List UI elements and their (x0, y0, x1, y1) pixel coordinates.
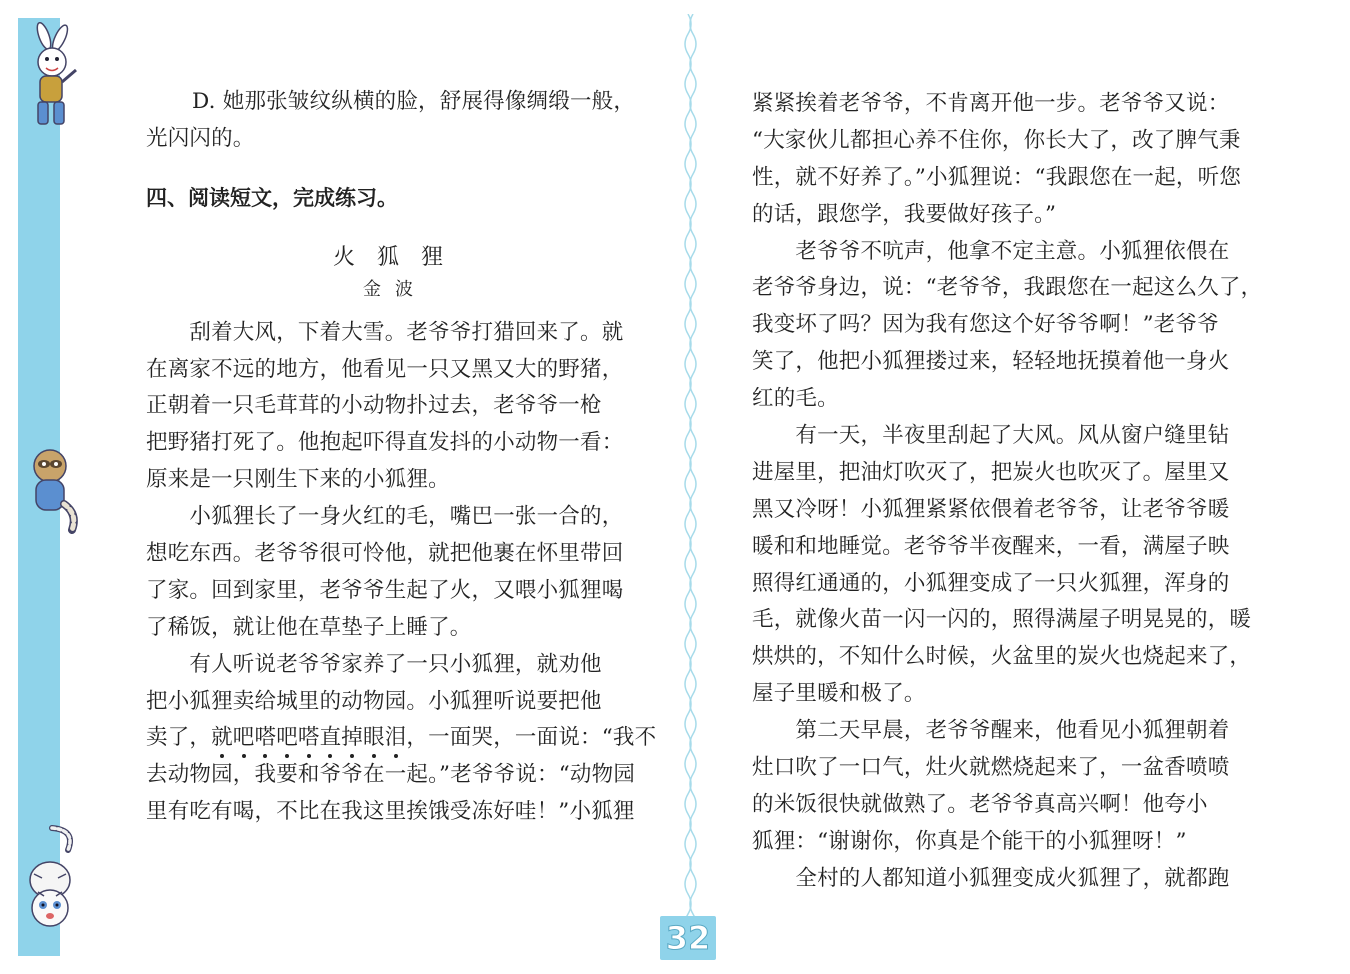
raccoon-icon (14, 438, 88, 538)
text-line: 烘烘的，不知什么时候，火盆里的炭火也烧起来了， (752, 644, 1252, 670)
text-line: 的米饭很快就做熟了。老爷爷真高兴啊！他夸小 (752, 791, 1208, 817)
text-segment: ，一面哭，一面说：“我不 (406, 725, 657, 751)
option-d-line-cont: 光闪闪的。 (146, 125, 255, 151)
text-line-emphasis (146, 720, 657, 757)
text-line: 小狐狸长了一身火红的毛，嘴巴一张一合的， (146, 504, 624, 530)
emphasis-dots (211, 754, 406, 760)
emphasis-dot (350, 754, 354, 758)
page-number-badge (660, 916, 716, 960)
text-line: 我变坏了吗？因为我有您这个好爷爷啊！”老爷爷 (752, 312, 1219, 338)
text-line: 了家。回到家里，老爷爷生起了火，又喂小狐狸喝 (146, 577, 624, 603)
emphasized-text: 就吧嗒吧嗒直掉眼泪 (211, 725, 407, 751)
text-line: 暖和和地睡觉。老爷爷半夜醒来，一看，满屋子映 (752, 533, 1230, 559)
text-line: 笑了，他把小狐狸搂过来，轻轻地抚摸着他一身火 (752, 349, 1230, 375)
text-line: 黑又冷呀！小狐狸紧紧依偎着老爷爷，让老爷爷暖 (752, 496, 1230, 522)
text-line: 屋子里暖和极了。 (752, 681, 926, 707)
right-page (752, 86, 1263, 898)
rabbit-icon (14, 22, 88, 130)
emphasis-dot (328, 754, 332, 758)
emphasis-dot (242, 754, 246, 758)
emphasis-dot (263, 754, 267, 758)
text-line: 有人听说老爷爷家养了一只小狐狸，就劝他 (146, 651, 602, 677)
text-line: 性，就不好养了。”小狐狸说：“我跟您在一起，听您 (752, 164, 1242, 190)
text-line: 老爷爷身边，说：“老爷爷，我跟您在一起这么久了， (752, 275, 1263, 301)
text-line: 刮着大风，下着大雪。老爷爷打猎回来了。就 (146, 319, 624, 345)
text-line: 红的毛。 (752, 386, 839, 412)
emphasis-dot (285, 754, 289, 758)
text-line: 有一天，半夜里刮起了大风。风从窗户缝里钻 (752, 423, 1230, 449)
emphasized-phrase (211, 725, 406, 750)
emphasis-dot (220, 754, 224, 758)
text-line: 的话，跟您学，我要做好孩子。” (752, 201, 1057, 227)
text-line: 里有吃有喝，不比在我这里挨饿受冻好哇！”小狐狸 (146, 799, 635, 825)
emphasis-dot (394, 754, 398, 758)
emphasis-dot (307, 754, 311, 758)
text-line: 把小狐狸卖给城里的动物园。小狐狸听说要把他 (146, 688, 602, 714)
story-author: 金波 (363, 278, 427, 300)
text-line: 全村的人都知道小狐狸变成火狐狸了，就都跑 (752, 865, 1230, 891)
text-line: 照得红通通的，小狐狸变成了一只火狐狸，浑身的 (752, 570, 1230, 596)
text-line: 把野猪打死了。他抱起吓得直发抖的小动物一看： (146, 430, 624, 456)
option-d-line: D. 她那张皱纹纵横的脸，舒展得像绸缎一般， (192, 89, 636, 114)
text-segment: 卖了， (146, 725, 212, 751)
text-line: 紧紧挨着老爷爷，不肯离开他一步。老爷爷又说： (752, 91, 1230, 116)
text-line: 毛，就像火苗一闪一闪的，照得满屋子明晃晃的，暖 (752, 607, 1252, 633)
emphasis-dot (372, 754, 376, 758)
text-line: 正朝着一只毛茸茸的小动物扑过去，老爷爷一枪 (146, 393, 602, 419)
story-body-left (146, 315, 657, 831)
text-line: “大家伙儿都担心养不住你，你长大了，改了脾气秉 (752, 127, 1241, 153)
text-line: 了稀饭，就让他在草垫子上睡了。 (146, 614, 472, 640)
text-line: 进屋里，把油灯吹灭了，把炭火也吹灭了。屋里又 (752, 459, 1230, 485)
text-line: 想吃东西。老爷爷很可怜他，就把他裹在怀里带回 (146, 541, 624, 567)
text-line: 去动物园，我要和爷爷在一起。”老爷爷说：“动物园 (146, 762, 636, 788)
left-page (146, 84, 657, 831)
tiger-cub-icon (16, 820, 88, 932)
text-line: 老爷爷不吭声，他拿不定主意。小狐狸依偎在 (752, 238, 1230, 264)
page-fold-divider (684, 14, 698, 934)
text-line: 原来是一只刚生下来的小狐狸。 (146, 467, 450, 493)
text-line: 狐狸：“谢谢你，你真是个能干的小狐狸呀！” (752, 828, 1187, 854)
section-heading: 四、阅读短文，完成练习。 (146, 185, 398, 210)
page-number: 32 (665, 919, 711, 957)
story-title: 火狐狸 (332, 244, 465, 270)
text-line: 在离家不远的地方，他看见一只又黑又大的野猪， (146, 356, 624, 382)
text-line: 第二天早晨，老爷爷醒来，他看见小狐狸朝着 (752, 718, 1230, 744)
text-line: 灶口吹了一口气，灶火就燃烧起来了，一盆香喷喷 (752, 755, 1230, 781)
